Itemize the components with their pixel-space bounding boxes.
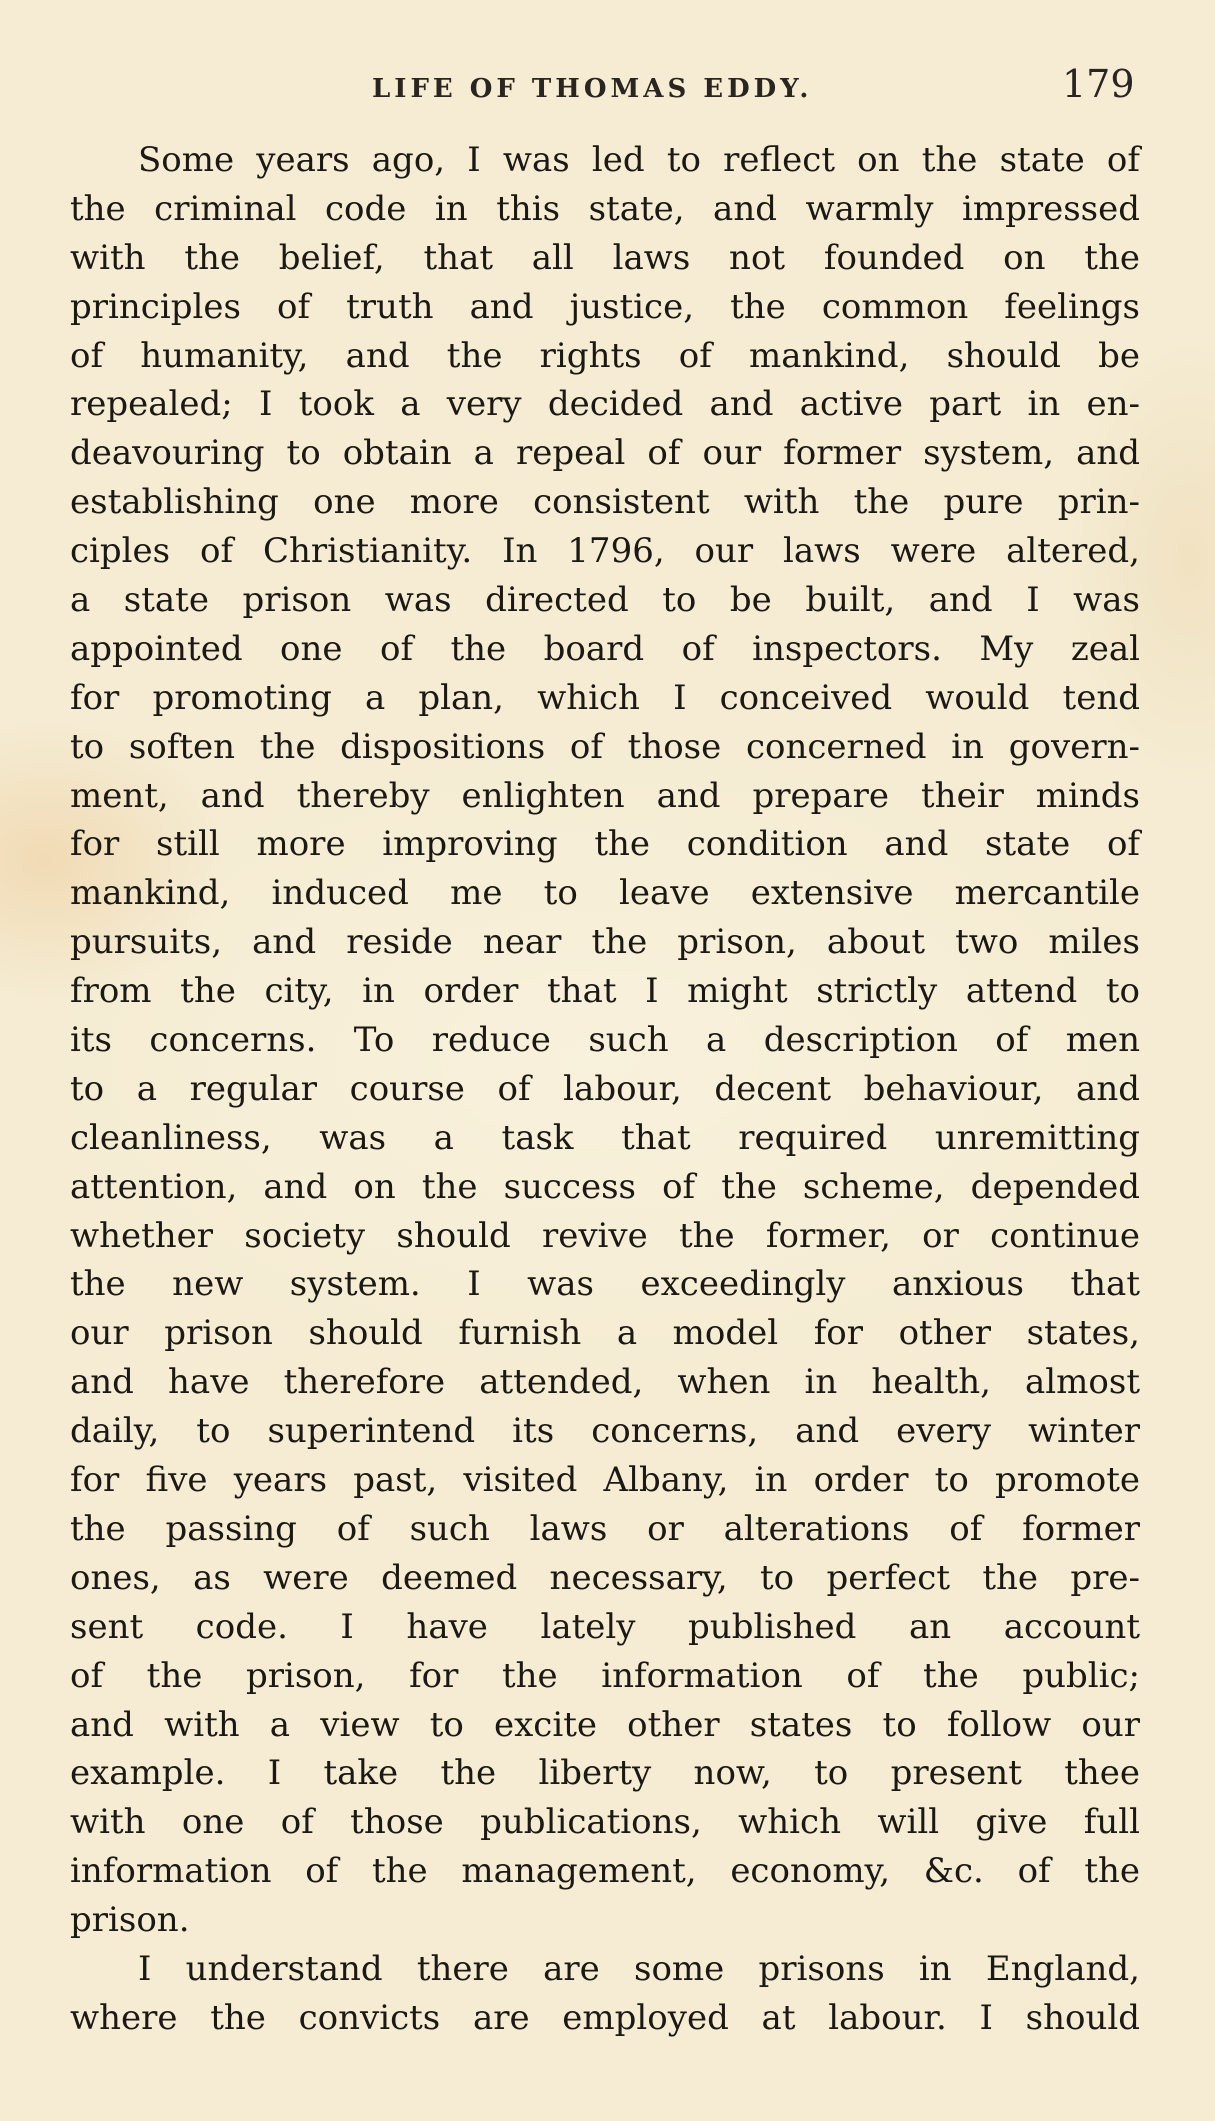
text-line: whether society should revive the former, or continue <box>70 1215 1140 1256</box>
text-line: sent code. I have lately published an account <box>70 1606 1140 1647</box>
text-line: for five years past, visited Albany, in order to promote <box>70 1460 1140 1501</box>
text-line: establishing one more consistent with the pure prin- <box>70 482 1140 523</box>
text-line: information of the management, economy, &c. of the <box>70 1851 1140 1892</box>
text-line: principles of truth and justice, the common feelings <box>70 286 1140 327</box>
text-line: its concerns. To reduce such a description of men <box>70 1020 1140 1061</box>
text-line: cleanliness, was a task that required unremitting <box>70 1117 1140 1158</box>
text-line: prison. <box>70 1900 190 1941</box>
text-line: to a regular course of labour, decent behaviour, and <box>70 1068 1140 1109</box>
text-line: for promoting a plan, which I conceived would tend <box>70 677 1140 718</box>
text-line: example. I take the liberty now, to present thee <box>70 1753 1140 1794</box>
text-line: mankind, induced me to leave extensive mercantile <box>70 873 1140 914</box>
text-line: of the prison, for the information of the public; <box>70 1655 1140 1696</box>
text-line: ones, as were deemed necessary, to perfect the pre- <box>70 1557 1140 1598</box>
body-text <box>70 136 1140 2043</box>
text-line: pursuits, and reside near the prison, about two miles <box>70 922 1140 963</box>
text-line: repealed; I took a very decided and active part in en- <box>70 384 1140 425</box>
text-line: to soften the dispositions of those concerned in govern- <box>70 726 1140 767</box>
text-line: with one of those publications, which will give full <box>70 1802 1140 1843</box>
text-line: the new system. I was exceedingly anxious that <box>70 1264 1140 1305</box>
text-line: I understand there are some prisons in England, <box>138 1948 1140 1989</box>
text-line: attention, and on the success of the scheme, depended <box>70 1166 1140 1207</box>
text-line: appointed one of the board of inspectors. My zeal <box>70 628 1140 669</box>
text-line: ment, and thereby enlighten and prepare their minds <box>70 775 1140 816</box>
text-line: ciples of Christianity. In 1796, our laws were altered, <box>70 531 1140 572</box>
text-line: of humanity, and the rights of mankind, should be <box>70 335 1140 376</box>
text-line: and with a view to excite other states to follow our <box>70 1704 1140 1745</box>
text-line: the criminal code in this state, and warmly impressed <box>70 188 1140 229</box>
text-line: with the belief, that all laws not founded on the <box>70 237 1140 278</box>
text-line: daily, to superintend its concerns, and every winter <box>70 1411 1140 1452</box>
text-line: our prison should furnish a model for other states, <box>70 1313 1140 1354</box>
text-line: Some years ago, I was led to reflect on the state of <box>138 140 1140 180</box>
running-head <box>0 62 1215 122</box>
text-line: and have therefore attended, when in health, almost <box>70 1362 1140 1403</box>
running-head-title: LIFE OF THOMAS EDDY. <box>372 74 813 104</box>
text-line: for still more improving the condition and state of <box>70 824 1140 865</box>
text-line: deavouring to obtain a repeal of our former system, and <box>70 433 1140 474</box>
page-number: 179 <box>1062 62 1135 106</box>
text-line: a state prison was directed to be built, and I was <box>70 580 1140 621</box>
text-line: where the convicts are employed at labour. I should <box>70 1997 1140 2038</box>
text-line: from the city, in order that I might strictly attend to <box>70 971 1140 1012</box>
text-line: the passing of such laws or alterations of former <box>70 1508 1140 1549</box>
